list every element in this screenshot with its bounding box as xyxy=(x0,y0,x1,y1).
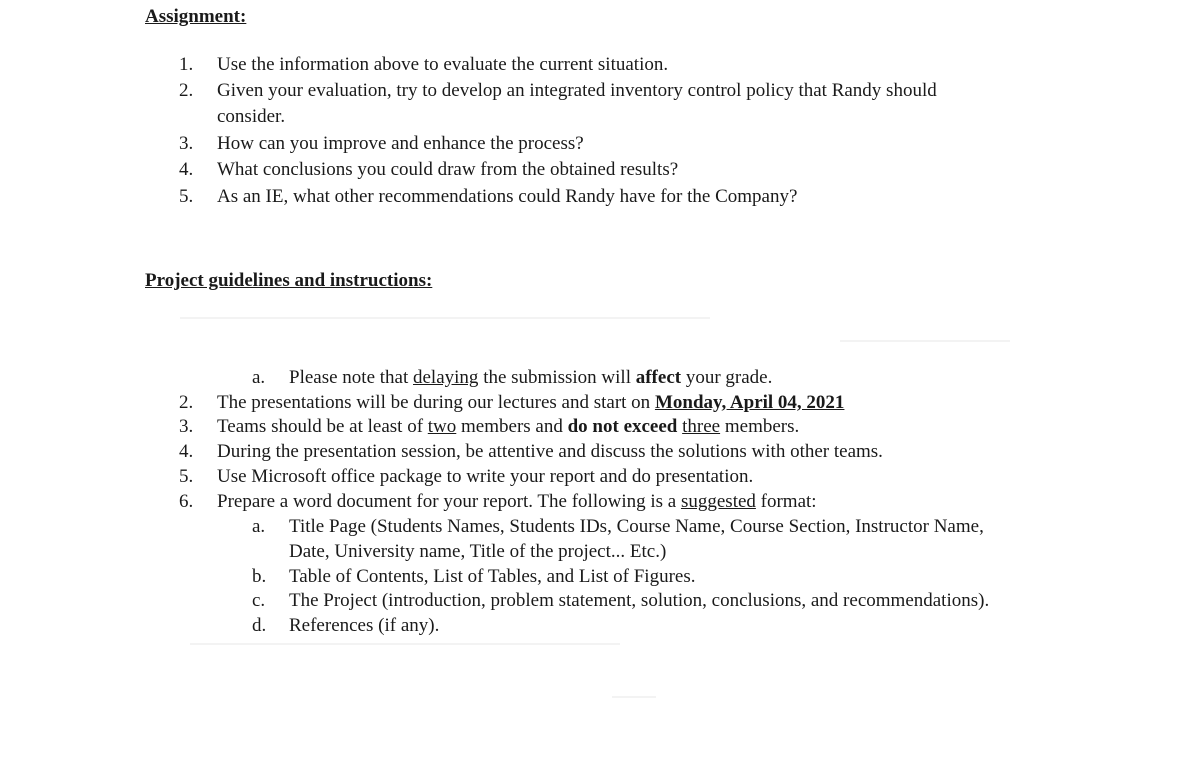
item-number: 2. xyxy=(179,80,194,101)
item-number: 5. xyxy=(179,186,194,207)
item-text: The Project (introduction, problem statement, solution, conclusions, and recommendations). xyxy=(289,590,990,611)
text-run: Please note that xyxy=(289,367,413,388)
text-run: The presentations will be during our lectures and start on xyxy=(217,392,655,413)
item-number: 4. xyxy=(179,159,194,180)
item-text: Use Microsoft office package to write your report and do presentation. xyxy=(217,466,754,487)
scan-artifact xyxy=(612,696,656,698)
text-run: members. xyxy=(720,416,800,437)
text-run: your grade. xyxy=(681,367,773,388)
text-run: format: xyxy=(755,491,817,512)
scan-artifact xyxy=(840,340,1010,342)
item-text-continued: Date, University name, Title of the project... Etc.) xyxy=(289,541,667,562)
item-text-continued: consider. xyxy=(217,106,286,127)
scan-artifact xyxy=(190,643,620,645)
item-number: 4. xyxy=(179,441,194,462)
start-date: Monday, April 04, 2021 xyxy=(654,392,845,413)
project-heading: Project guidelines and instructions: xyxy=(145,270,433,291)
item-text xyxy=(217,490,817,514)
item-number: 5. xyxy=(179,466,194,487)
bold-text: do not exceed xyxy=(567,416,678,437)
item-number: 3. xyxy=(179,416,194,437)
underlined-text: suggested xyxy=(680,491,756,512)
item-number: 3. xyxy=(179,133,194,154)
item-text: As an IE, what other recommendations could Randy have for the Company? xyxy=(217,186,798,207)
item-letter: d. xyxy=(252,615,267,636)
item-text: Given your evaluation, try to develop an integrated inventory control policy that Randy should xyxy=(217,80,937,101)
item-text: What conclusions you could draw from the obtained results? xyxy=(217,159,679,180)
item-text: During the presentation session, be attentive and discuss the solutions with other teams. xyxy=(217,441,883,462)
item-number: 2. xyxy=(179,392,194,413)
item-text xyxy=(289,366,772,390)
item-letter: a. xyxy=(252,516,266,537)
item-text xyxy=(217,391,844,415)
underlined-text: two xyxy=(427,416,457,437)
underlined-text: delaying xyxy=(413,367,479,388)
item-text: References (if any). xyxy=(289,615,440,636)
assignment-heading: Assignment: xyxy=(145,6,247,27)
text-run: Teams should be at least of xyxy=(217,416,428,437)
underlined-text: three xyxy=(682,416,721,437)
item-number: 6. xyxy=(179,491,194,512)
text-run: members and xyxy=(456,416,568,437)
item-text: Use the information above to evaluate the current situation. xyxy=(217,54,669,75)
item-text xyxy=(217,415,799,439)
item-text: Title Page (Students Names, Students IDs, Course Name, Course Section, Instructor Name, xyxy=(289,516,984,537)
item-number: 1. xyxy=(179,54,194,75)
item-letter: a. xyxy=(252,367,266,388)
item-letter: b. xyxy=(252,566,267,587)
item-text: How can you improve and enhance the process? xyxy=(217,133,584,154)
bold-text: affect xyxy=(635,367,682,388)
item-letter: c. xyxy=(252,590,266,611)
item-text: Table of Contents, List of Tables, and List of Figures. xyxy=(289,566,696,587)
text-run: the submission will xyxy=(478,367,636,388)
scan-artifact xyxy=(180,317,710,319)
text-run: Prepare a word document for your report. The following is a xyxy=(217,491,681,512)
